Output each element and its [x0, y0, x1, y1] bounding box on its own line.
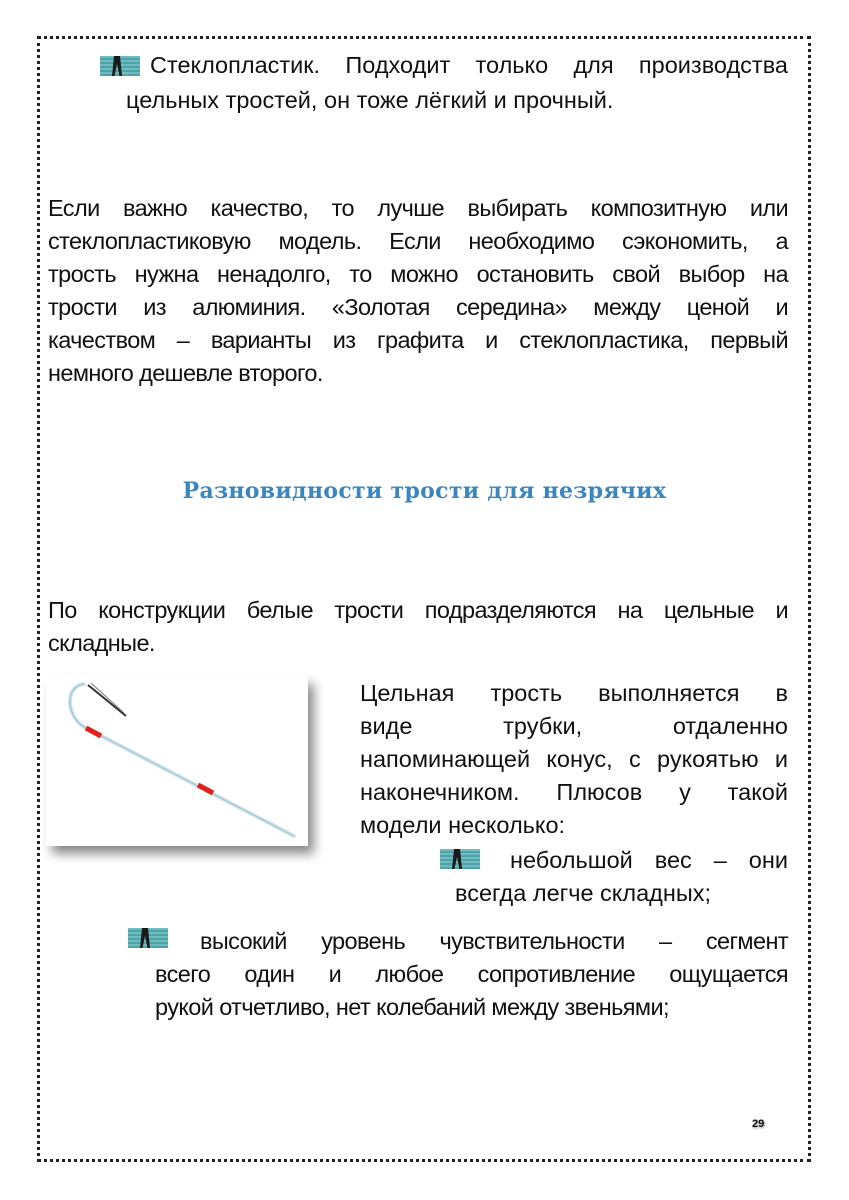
p3-line: виде трубки, отдаленно	[360, 713, 788, 739]
p3-line: модели несколько:	[360, 812, 566, 838]
cane-bullet-icon	[100, 56, 140, 76]
white-cane-photo	[46, 676, 308, 846]
bullet3-line3: рукой отчетливо, нет колебаний между звеньями;	[155, 994, 669, 1020]
p2-line: По конструкции белые трости подразделяются на цельные и	[48, 597, 788, 623]
p3-line: наконечником. Плюсов у такой	[360, 779, 788, 805]
bullet1-line1: Стеклопластик. Подходит только для производства	[150, 52, 788, 78]
p1-line: трость нужна ненадолго, то можно остановить свой выбор на	[48, 261, 788, 287]
p1-line: стеклопластиковую модель. Если необходимо сэкономить, а	[48, 228, 788, 254]
bullet2-line1: небольшой вес – они	[510, 847, 788, 873]
cane-illustration	[46, 676, 308, 846]
cane-bullet-icon	[440, 849, 480, 869]
p1-line: трости из алюминия. «Золотая середина» между ценой и	[48, 294, 788, 320]
p3-line: напоминающей конус, с рукоятью и	[360, 746, 788, 772]
p1-line: Если важно качество, то лучше выбирать композитную или	[48, 195, 788, 221]
p2-line: складные.	[48, 630, 155, 656]
bullet2-line2: всегда легче складных;	[455, 880, 711, 906]
bullet1-line2: цельных тростей, он тоже лёгкий и прочный.	[126, 87, 614, 113]
bullet3-line1: высокий уровень чувствительности – сегмент	[200, 928, 788, 954]
p1-line: качеством – варианты из графита и стеклопластика, первый	[48, 327, 788, 353]
p3-line: Цельная трость выполняется в	[360, 680, 788, 706]
cane-bullet-icon	[128, 928, 168, 948]
section-heading: Разновидности трости для незрячих	[182, 478, 667, 504]
p1-line: немного дешевле второго.	[48, 360, 323, 386]
page-number: 29	[752, 1118, 765, 1130]
bullet3-line2: всего один и любое сопротивление ощущается	[155, 961, 788, 987]
